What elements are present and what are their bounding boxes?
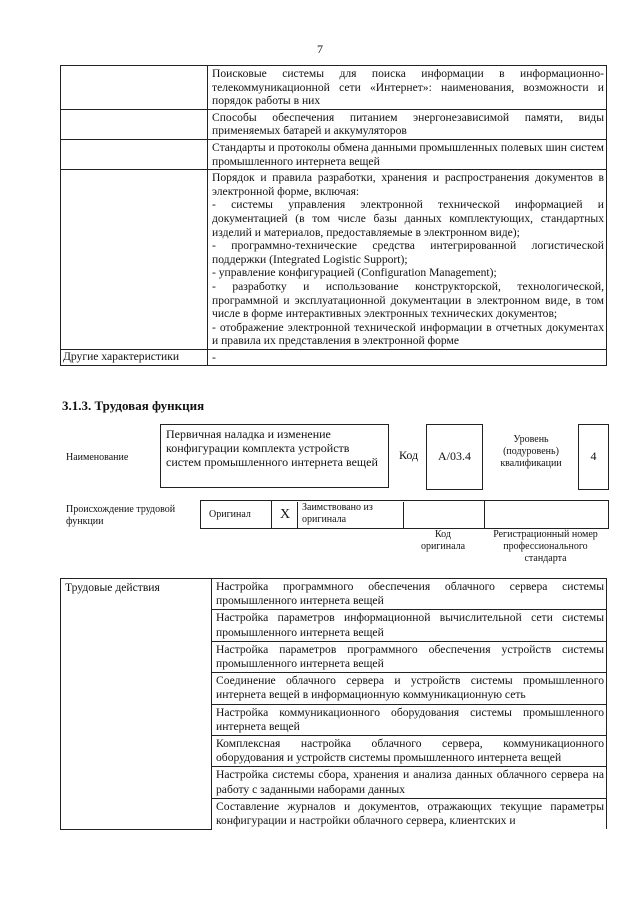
actions-label: Трудовые действия (61, 579, 212, 830)
action-item: Настройка системы сбора, хранения и анализа данных облачного сервера на работу с заданными наборами данных (212, 767, 607, 798)
actions-table (60, 578, 607, 830)
table-cell-text: Способы обеспечения питанием энергонезависимой памяти, виды применяемых батарей и аккумуляторов (208, 109, 607, 139)
table-cell-label (61, 139, 208, 169)
code-label: Код (399, 448, 419, 462)
page-number: 7 (317, 42, 323, 56)
table-cell-text: - (208, 349, 607, 366)
table-row (61, 579, 607, 610)
action-item: Составление журналов и документов, отражающих текущие параметры конфигурации и настройки облачного сервера, клиентских и (212, 798, 607, 829)
origin-divider (484, 501, 485, 528)
knowledge-table (60, 65, 607, 366)
borrowed-label: Заимствовано из оригинала (297, 502, 404, 528)
table-cell-text: Поисковые системы для поиска информации в информационно-телекоммуникационной сети «Интернет»: наименования, возможности и порядок работы в них (208, 66, 607, 110)
action-item: Настройка программного обеспечения облачного сервера системы промышленного интернета вещей (212, 579, 607, 610)
name-label: Наименование (66, 452, 129, 463)
function-name-box: Первичная наладка и изменение конфигурации комплекта устройств систем промышленного интернета вещей (160, 424, 389, 488)
action-item: Настройка параметров программного обеспечения устройств системы промышленного интернета вещей (212, 641, 607, 672)
table-row (61, 66, 607, 110)
table-row (61, 109, 607, 139)
original-label: Оригинал (209, 509, 251, 520)
table-cell-label (61, 109, 208, 139)
original-mark: X (271, 501, 298, 528)
action-item: Настройка коммуникационного оборудования системы промышленного интернета вещей (212, 704, 607, 735)
table-cell-label: Другие характеристики (61, 349, 208, 366)
function-code-box: A/03.4 (426, 424, 483, 490)
origin-box (200, 500, 609, 529)
table-cell-label (61, 170, 208, 350)
action-item: Соединение облачного сервера и устройств системы промышленного интернета вещей в информационную коммуникационную сеть (212, 673, 607, 704)
reg-caption: Регистрационный номер профессионального стандарта (493, 529, 598, 564)
table-row (61, 139, 607, 169)
section-title: 3.1.3. Трудовая функция (62, 398, 205, 413)
action-item: Комплексная настройка облачного сервера, коммуникационного оборудования и устройств системы промышленного интернета вещей (212, 736, 607, 767)
level-value-box: 4 (578, 424, 609, 490)
level-label: Уровень (подуровень) квалификации (500, 434, 562, 469)
table-cell-label (61, 66, 208, 110)
table-cell-text: Порядок и правила разработки, хранения и распространения документов в электронной форме, включая: - системы управления электронной технической информацией и документацией (в том числе базы данных комплектующих, стандартных изделий и материалов, предоставляемые в электронном виде); - программно-технические средства интегрированной логистической поддержки (Integrated Logistic Support); - управление конфигурацией (Configuration Management); - разработку и использование конструкторской, технологической, программной и эксплуатационной документации в электронном виде, в том числе в форме интерактивных электронных технических документов; - отображение электронной технической информации в отчетных документах и правила их представления в электронной форме (208, 170, 607, 350)
table-row (61, 349, 607, 366)
table-row (61, 170, 607, 350)
origin-label: Происхождение трудовой функции (66, 504, 176, 527)
table-cell-text: Стандарты и протоколы обмена данными промышленных полевых шин систем промышленного интернета вещей (208, 139, 607, 169)
action-item: Настройка параметров информационной вычислительной сети системы промышленного интернета вещей (212, 610, 607, 641)
code-caption: Код оригинала (420, 529, 466, 552)
